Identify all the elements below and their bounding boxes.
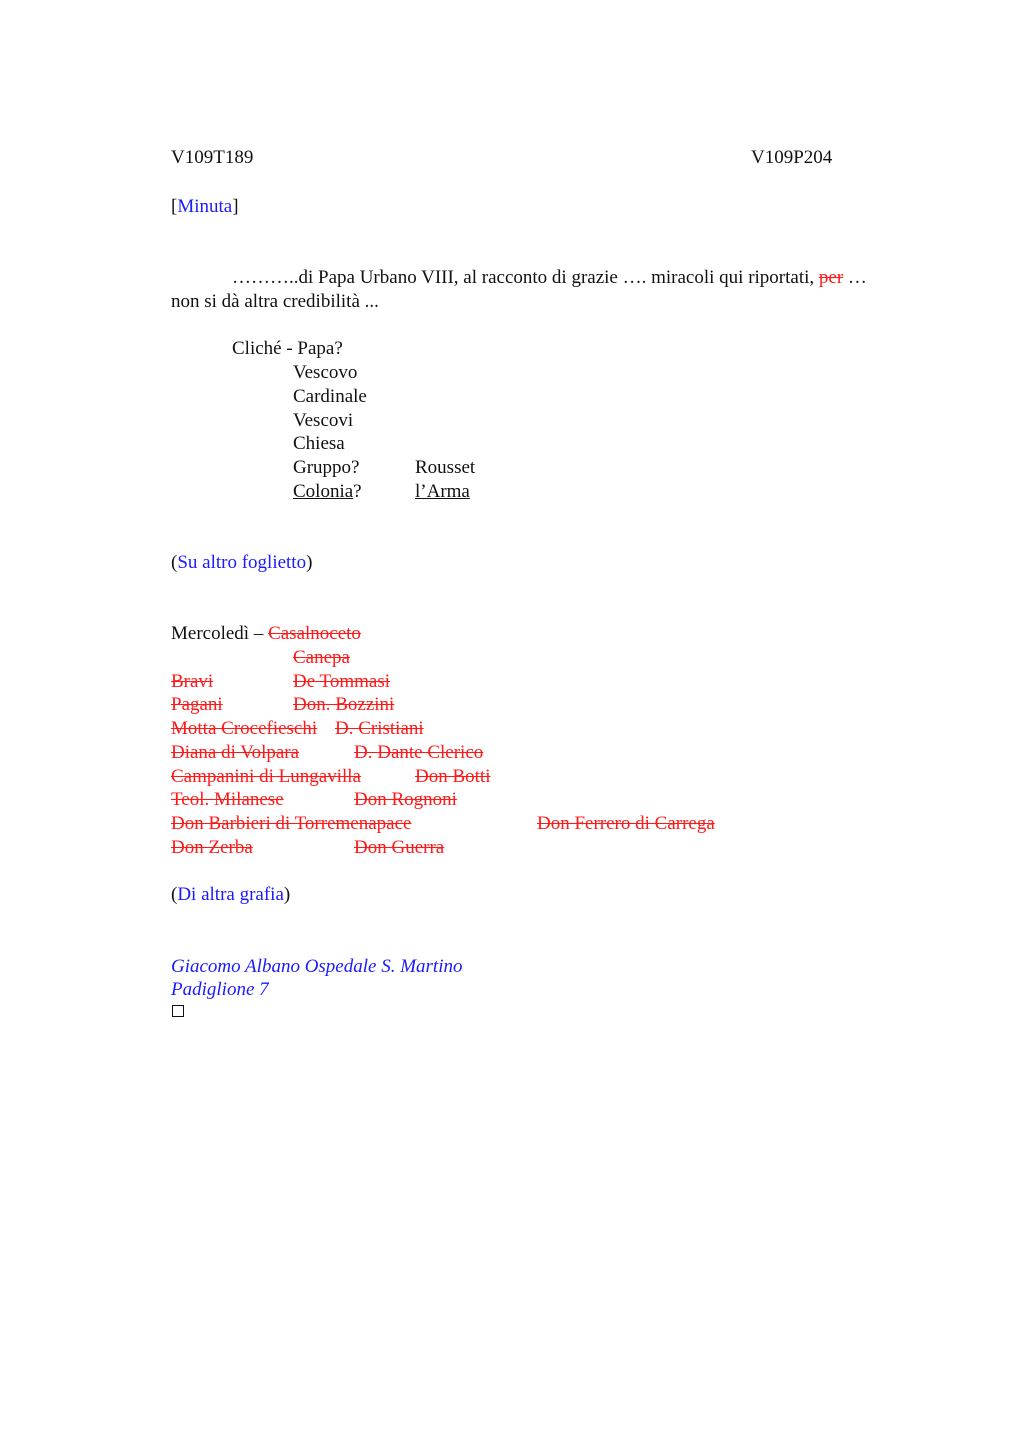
minuta-label: Minuta [177,196,233,217]
struck-name: Don Botti [415,766,491,787]
close-bracket: ] [232,196,239,217]
address-line-1: Giacomo Albano Ospedale S. Martino [171,956,463,977]
document-code-right: V109P204 [751,147,833,168]
address-line-2: Padiglione 7 [171,979,269,1000]
struck-name: Don Barbieri di Torremenapace [171,813,412,834]
struck-name: Teol. Milanese [171,789,284,810]
struck-name: Don Guerra [354,837,445,858]
cliche-item: Cardinale [293,386,367,407]
di-altra-grafia-label: Di altra grafia [177,884,284,905]
paragraph-line-2: non si dà altra credibilità ... [171,291,379,312]
mercoledi-label: Mercoledì – [171,623,269,644]
cliche-rousset: Rousset [415,457,476,478]
paragraph-line-1-end: … [843,267,867,288]
struck-name: Don Rognoni [354,789,457,810]
su-altro-foglietto-label: Su altro foglietto [177,552,307,573]
close-paren: ) [283,884,291,905]
cliche-colonia [293,480,362,504]
paragraph-line-1 [232,266,867,290]
di-altra-grafia-note [171,883,290,907]
close-paren: ) [306,552,313,573]
cliche-gruppo: Gruppo? [293,457,360,478]
struck-name: Campanini di Lungavilla [171,766,361,787]
struck-word-per: per [818,267,844,288]
empty-square-icon [172,1005,184,1017]
struck-name: Casalnoceto [268,623,361,644]
mercoledi-line [171,622,361,646]
paragraph-line-1-text: ………..di Papa Urbano VIII, al racconto di grazie …. miracoli qui riportati, [232,267,819,288]
struck-name: D. Dante Clerico [354,742,484,763]
struck-name: Bravi [171,671,214,692]
open-paren: ( [171,884,178,905]
struck-name: D. Cristiani [335,718,424,739]
cliche-heading: Cliché - Papa? [232,338,343,359]
struck-name: Canepa [293,647,350,668]
cliche-item: Vescovi [293,410,354,431]
struck-name: Pagani [171,694,223,715]
cliche-item: Vescovo [293,362,358,383]
struck-name: De Tommasi [293,671,391,692]
open-bracket: [ [171,196,178,217]
open-paren: ( [171,552,178,573]
colonia-word: Colonia [293,481,354,502]
su-altro-foglietto-note [171,551,312,575]
minuta-note [171,195,239,219]
struck-name: Don Zerba [171,837,253,858]
document-code-left: V109T189 [171,147,254,168]
struck-name: Don. Bozzini [293,694,395,715]
cliche-item: Chiesa [293,433,345,454]
cliche-arma: l’Arma [415,481,470,502]
struck-name: Motta Crocefieschi [171,718,318,739]
struck-name: Don Ferrero di Carrega [537,813,715,834]
colonia-question: ? [353,481,362,502]
struck-name: Diana di Volpara [171,742,300,763]
